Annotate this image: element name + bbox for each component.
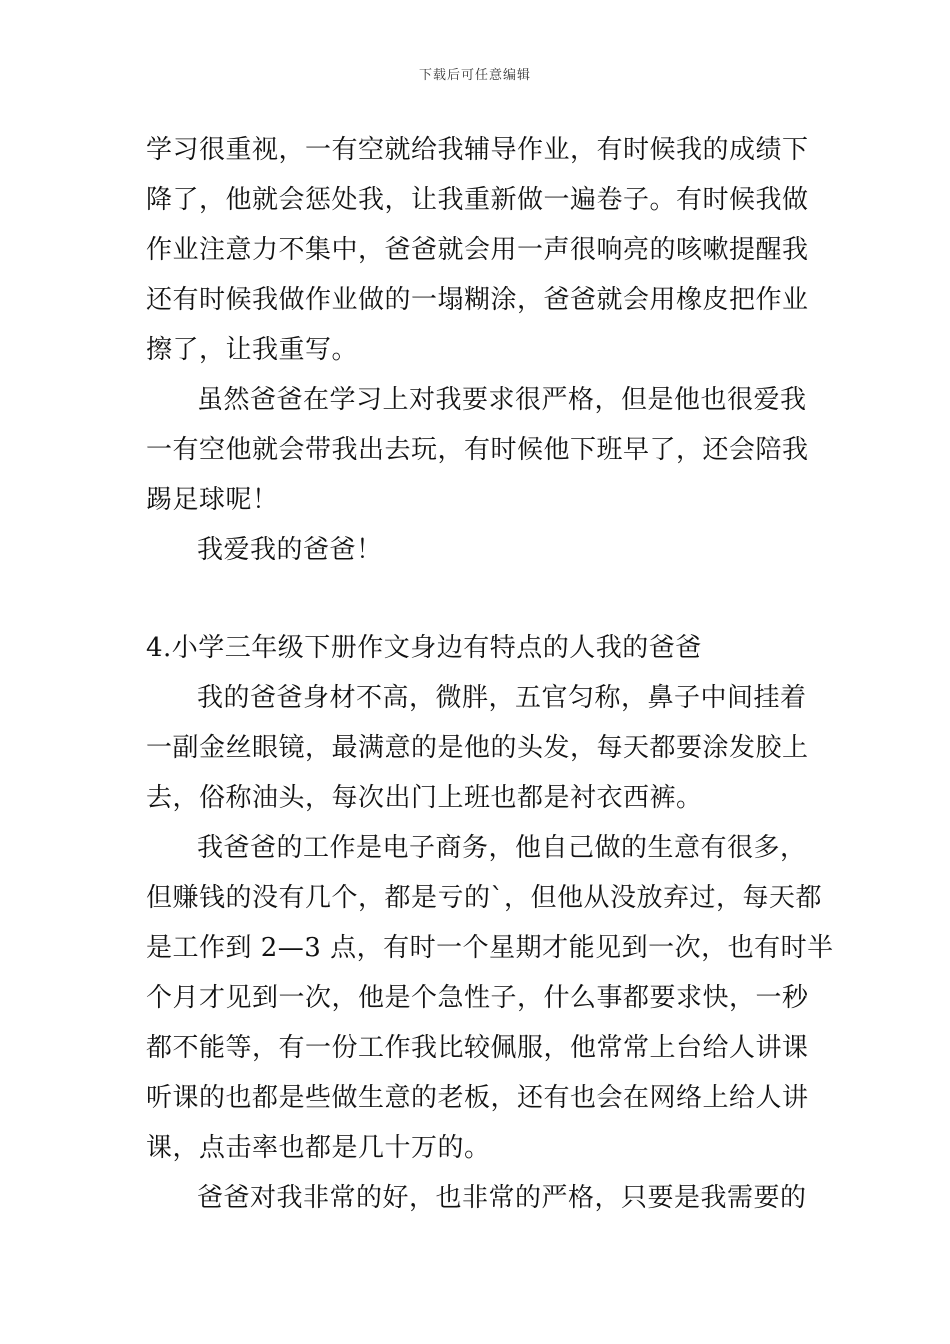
paragraph-line: 个月才见到一次，他是个急性子，什么事都要求快，一秒	[146, 983, 809, 1013]
paragraph-line: 学习很重视，一有空就给我辅导作业，有时候我的成绩下	[146, 135, 809, 165]
page-header: 下载后可任意编辑	[418, 68, 531, 83]
paragraph-line: 降了，他就会惩处我，让我重新做一遍卷子。有时候我做	[146, 185, 809, 215]
paragraph-line: 爸爸对我非常的好，也非常的严格，只要是我需要的	[197, 1183, 807, 1213]
paragraph-line: 但赚钱的没有几个，都是亏的`，但他从没放弃过，每天都	[146, 883, 823, 913]
paragraph-line: 我的爸爸身材不高，微胖，五官匀称，鼻子中间挂着	[197, 683, 807, 713]
paragraph-line: 我爸爸的工作是电子商务，他自己做的生意有很多，	[197, 833, 807, 863]
paragraph-line: 擦了，让我重写。	[146, 335, 359, 365]
paragraph-line: 我爱我的爸爸！	[197, 535, 383, 565]
section-heading: 4.小学三年级下册作文身边有特点的人我的爸爸	[146, 633, 702, 663]
paragraph-line: 课，点击率也都是几十万的。	[146, 1133, 491, 1163]
paragraph-line: 一副金丝眼镜，最满意的是他的头发，每天都要涂发胶上	[146, 733, 809, 763]
paragraph-line: 听课的也都是些做生意的老板，还有也会在网络上给人讲	[146, 1083, 809, 1113]
paragraph-line: 去，俗称油头，每次出门上班也都是衬衣西裤。	[146, 783, 703, 813]
paragraph-line: 踢足球呢！	[146, 485, 279, 515]
paragraph-line: 一有空他就会带我出去玩，有时候他下班早了，还会陪我	[146, 435, 809, 465]
paragraph-line: 作业注意力不集中，爸爸就会用一声很响亮的咳嗽提醒我	[146, 235, 809, 265]
paragraph-line: 都不能等，有一份工作我比较佩服，他常常上台给人讲课	[146, 1033, 809, 1063]
paragraph-line: 是工作到 2—3 点，有时一个星期才能见到一次，也有时半	[146, 933, 834, 963]
paragraph-line: 虽然爸爸在学习上对我要求很严格，但是他也很爱我	[197, 385, 807, 415]
paragraph-line: 还有时候我做作业做的一塌糊涂，爸爸就会用橡皮把作业	[146, 285, 809, 315]
